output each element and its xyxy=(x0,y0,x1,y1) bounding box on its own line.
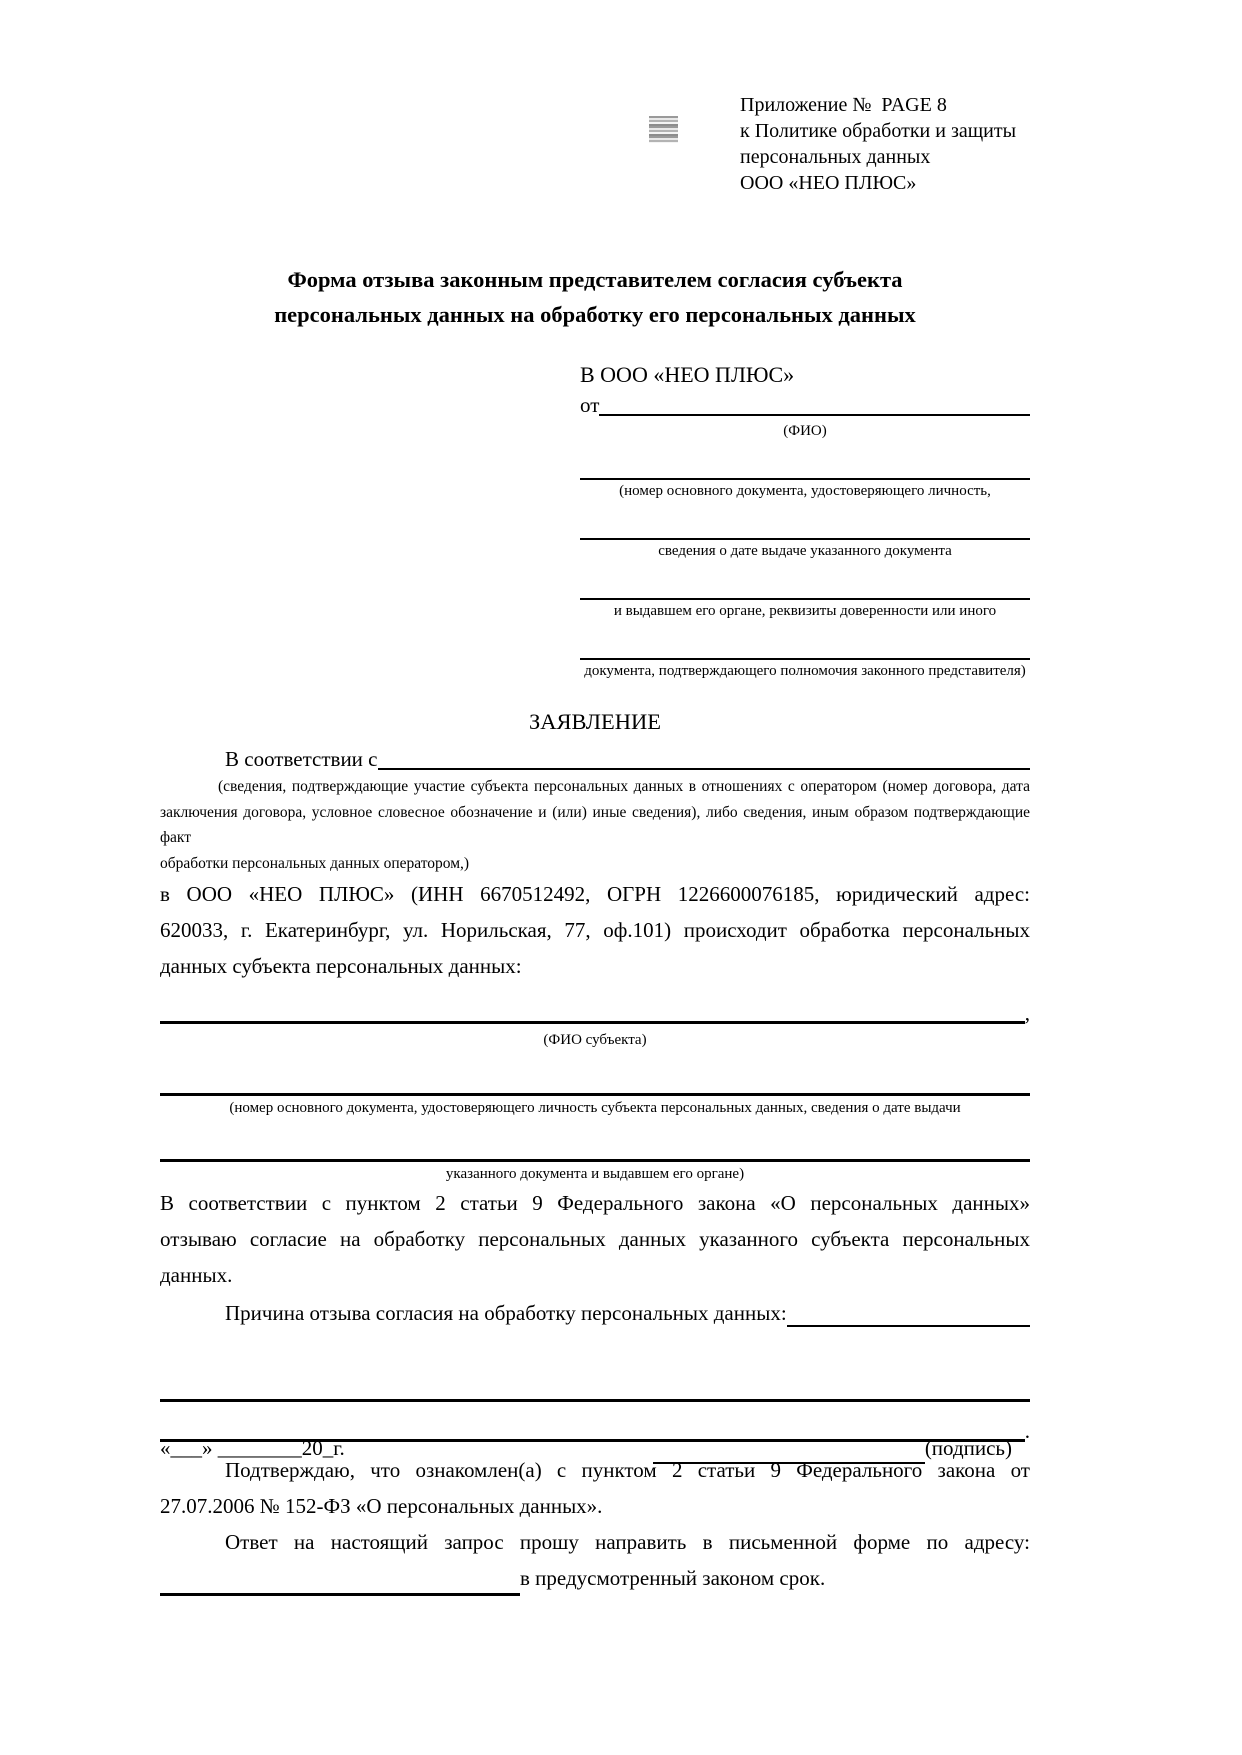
addressee-doc-group-2 xyxy=(580,511,1030,562)
page-title xyxy=(160,262,1030,332)
intro-row xyxy=(160,744,1030,774)
signature-caption: (подпись) xyxy=(924,1436,1012,1460)
signature-blank-line xyxy=(653,1438,925,1464)
subject-fio-comma: , xyxy=(1024,1001,1030,1025)
intro-blank-line xyxy=(378,768,1031,770)
subject-doc-caption-2: указанного документа и выдавшем его органе) xyxy=(445,1166,745,1182)
reply-address-blank-line xyxy=(160,1567,520,1596)
subject-fio-caption: (ФИО субъекта) xyxy=(543,1032,647,1048)
doc-blank-line-1 xyxy=(580,451,1030,480)
date-line: «___» ________20_г. xyxy=(160,1436,345,1460)
operator-line3: данных субъекта персональных данных: xyxy=(160,954,522,978)
reason-label: Причина отзыва согласия на обработку персональных данных: xyxy=(225,1301,787,1325)
subject-doc-blank-line-1 xyxy=(160,1067,1030,1096)
page-title-line1: Форма отзыва законным представителем согласия субъекта xyxy=(287,267,903,292)
doc-blank-line-2 xyxy=(580,511,1030,540)
signature-group xyxy=(653,1432,1012,1464)
appendix-header xyxy=(740,92,1070,196)
page-title-line2: персональных данных на обработку его персональных данных xyxy=(274,302,916,327)
from-label: от xyxy=(580,393,600,417)
reason-blank-line xyxy=(787,1325,1030,1327)
withdrawal-line1: В соответствии с пунктом 2 статьи 9 Федерального закона «О персональных данных» xyxy=(160,1191,1030,1215)
confirm-line2: 27.07.2006 № 152-ФЗ «О персональных данных». xyxy=(160,1494,603,1518)
appendix-policy-line2: персональных данных xyxy=(740,146,931,168)
striped-image-placeholder-icon xyxy=(649,116,678,143)
footer-row xyxy=(160,1432,1012,1464)
doc-caption-4: документа, подтверждающего полномочия законного представителя) xyxy=(584,663,1026,679)
document-body xyxy=(160,262,1030,1596)
withdrawal-paragraph xyxy=(160,1185,1030,1293)
reply-line2-row xyxy=(160,1560,1030,1596)
reason-period: . xyxy=(1024,1419,1030,1443)
addressee-block xyxy=(580,360,1030,682)
withdrawal-line2: отзываю согласие на обработку персональных данных указанного субъекта персональных xyxy=(160,1227,1030,1251)
doc-blank-line-4 xyxy=(580,631,1030,660)
appendix-company-line: ООО «НЕО ПЛЮС» xyxy=(740,172,917,194)
from-blank-line xyxy=(599,414,1030,416)
operator-line2: 620033, г. Екатеринбург, ул. Норильская, 77, оф.101) происходит обработка персональных xyxy=(160,918,1030,942)
intro-caption-line1: (сведения, подтверждающие участие субъекта персональных данных в отношениях с оператором (номер договора, дата xyxy=(218,778,1030,795)
addressee-doc-group-1 xyxy=(580,451,1030,502)
intro-caption-line3: обработки персональных данных оператором,) xyxy=(160,854,470,872)
reply-line2-text: в предусмотренный законом срок. xyxy=(520,1566,826,1590)
appendix-number-line: Приложение № PAGE 8 xyxy=(740,94,947,116)
doc-blank-line-3 xyxy=(580,571,1030,600)
fio-caption: (ФИО) xyxy=(783,423,827,439)
reason-row xyxy=(160,1295,1030,1331)
intro-label: В соответствии с xyxy=(225,747,378,771)
addressee-from-row xyxy=(580,390,1030,420)
addressee-doc-group-4 xyxy=(580,631,1030,682)
subject-fio-row xyxy=(160,998,1030,1028)
operator-line1: в ООО «НЕО ПЛЮС» (ИНН 6670512492, ОГРН 1226600076185, юридический адрес: xyxy=(160,882,1030,906)
statement-heading: ЗАЯВЛЕНИЕ xyxy=(529,709,661,734)
doc-caption-1: (номер основного документа, удостоверяющего личность, xyxy=(619,483,991,499)
withdrawal-line3: данных. xyxy=(160,1263,233,1287)
confirm-line1: Подтверждаю, что ознакомлен(а) с пунктом 2 статьи 9 Федерального закона от xyxy=(225,1458,1030,1482)
addressee-to: В ООО «НЕО ПЛЮС» xyxy=(580,362,795,387)
addressee-doc-group-3 xyxy=(580,571,1030,622)
subject-fio-blank-line xyxy=(160,1021,1025,1024)
doc-caption-3: и выдавшем его органе, реквизиты доверенности или иного xyxy=(613,603,997,619)
doc-caption-2: сведения о дате выдаче указанного документа xyxy=(658,543,952,559)
reason-extra-blank-line-1 xyxy=(160,1373,1030,1402)
reply-line1: Ответ на настоящий запрос прошу направить в письменной форме по адресу: xyxy=(225,1530,1030,1554)
appendix-policy-line: к Политике обработки и защиты xyxy=(740,120,1017,142)
intro-caption-line2: заключения договора, условное словесное обозначение и (или) иные сведения), либо сведения, иным образом подтверждающие факт xyxy=(160,803,1030,846)
subject-doc-caption-1: (номер основного документа, удостоверяющего личность субъекта персональных данных, сведения о дате выдачи xyxy=(229,1100,961,1116)
operator-paragraph xyxy=(160,876,1030,984)
subject-doc-blank-line-2 xyxy=(160,1133,1030,1162)
